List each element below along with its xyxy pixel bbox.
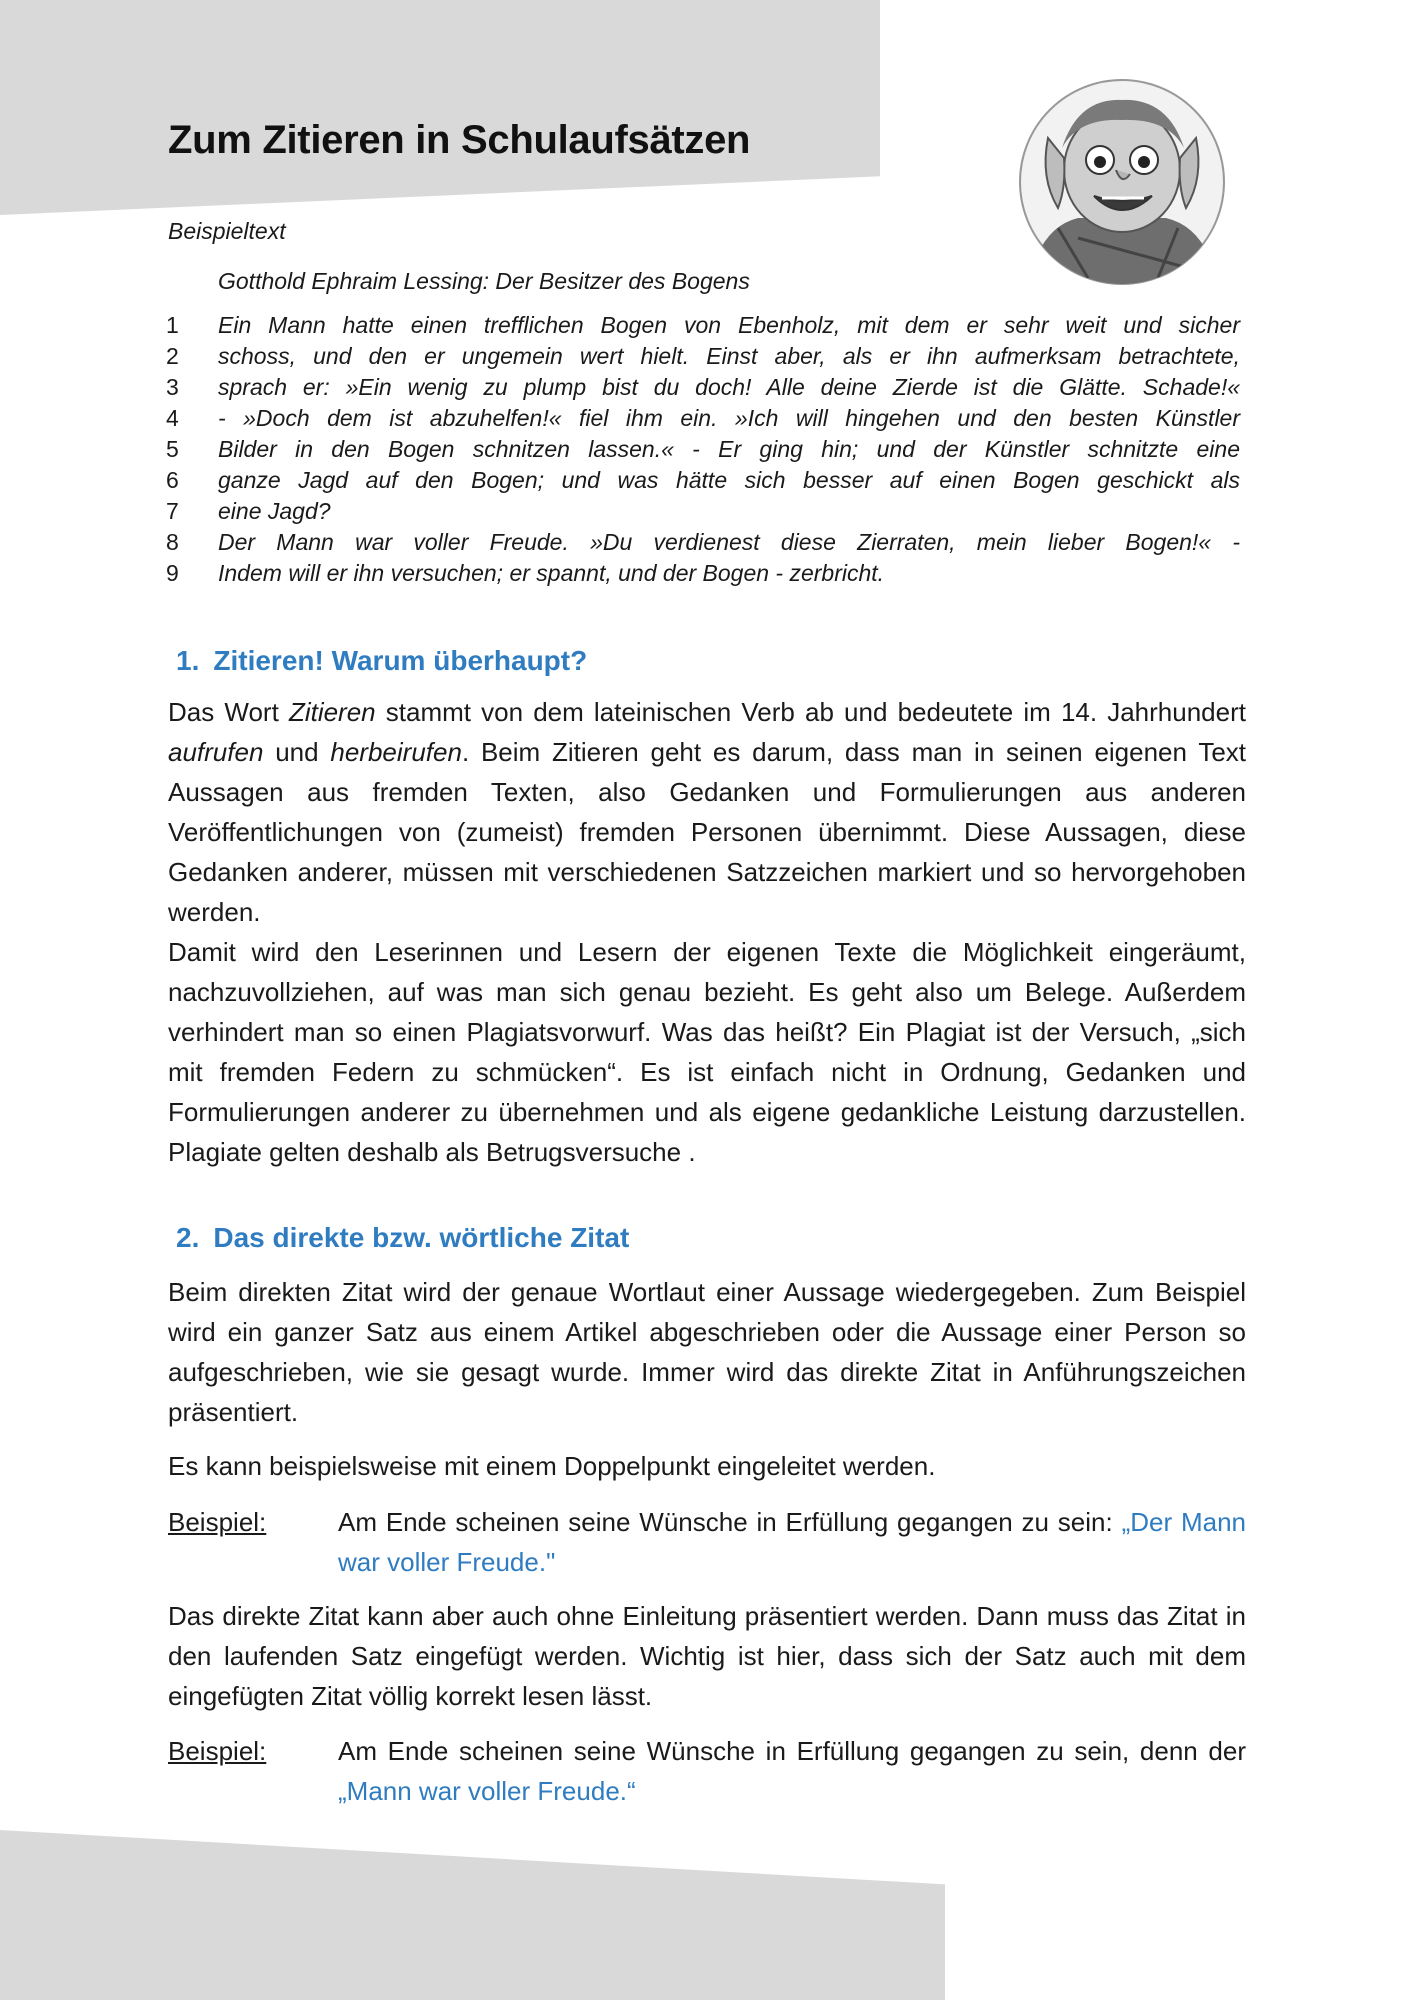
sample-line [160,527,1240,558]
sample-line [160,496,1240,527]
header-background-shape [0,0,880,215]
text-run: Das Wort [168,697,289,727]
sample-line [160,341,1240,372]
example-quote: „Der Mann war voller Freude." [338,1507,1246,1577]
line-text: Der Mann war voller Freude. »Du verdienest diese Zierraten, mein lieber Bogen!« - [218,529,1240,555]
emphasis-aufrufen: aufrufen [168,737,264,767]
sample-line [160,558,1240,589]
example-label: Beispiel: [168,1736,267,1766]
emphasis-herbeirufen: herbeirufen [330,737,462,767]
line-text: schoss, und den er ungemein wert hielt. Einst aber, als er ihn aufmerksam betrachtete, [218,343,1240,369]
section-1-number: 1. [176,645,200,676]
example-label: Beispiel: [168,1507,267,1537]
text-run: Am Ende scheinen seine Wünsche in Erfüllung gegangen zu sein, denn der [338,1736,1246,1766]
sample-line [160,372,1240,403]
example-quote: „Mann war voller Freude.“ [338,1776,636,1806]
line-text: eine Jagd? [218,498,331,524]
line-text: - »Doch dem ist abzuhelfen!« fiel ihm ein. »Ich will hingehen und den besten Künstler [218,405,1240,431]
example-2 [168,1731,1246,1811]
text-run: und [263,737,331,767]
line-number: 4 [166,405,179,431]
sample-text-label: Beispieltext [168,218,286,244]
sample-line [160,434,1240,465]
section-2-paragraph-2: Es kann beispielsweise mit einem Doppelpunkt eingeleitet werden. [168,1451,936,1481]
text-run: stammt von dem lateinischen Verb ab und bedeutete im 14. Jahrhundert [375,697,1246,727]
sample-line [160,310,1240,341]
section-1-paragraph-2: Damit wird den Leserinnen und Lesern der eigenen Texte die Möglichkeit eingeräumt, nachzuvollziehen, auf was man sich genau bezieht. Es geht also um Belege. Außerdem verhindert man so einen Plagiatsvorwurf. Was das heißt? Ein Plagiat ist der Versuch, „sich mit fremden Federn zu schmücken“. Es ist einfach nicht in Ordnung, Gedanken und Formulierungen anderer zu übernehmen und als eigene gedankliche Leistung darzustellen. Plagiate gelten deshalb als Betrugsversuche . [168,937,1246,1167]
sample-text-heading: Gotthold Ephraim Lessing: Der Besitzer des Bogens [218,268,750,294]
section-2-heading [176,1222,629,1254]
example-body [338,1731,1246,1811]
section-2-number: 2. [176,1222,200,1253]
line-text: Ein Mann hatte einen trefflichen Bogen von Ebenholz, mit dem er sehr weit und sicher [218,312,1240,338]
line-number: 3 [166,374,179,400]
sample-line [160,403,1240,434]
section-1-heading [176,645,587,677]
line-number: 1 [166,312,179,338]
sample-line [160,465,1240,496]
example-1 [168,1502,1246,1582]
line-number: 2 [166,343,179,369]
section-1-paragraph-1 [168,692,1246,932]
section-1-title: Zitieren! Warum überhaupt? [213,645,588,676]
line-text: Bilder in den Bogen schnitzen lassen.« - Er ging hin; und der Künstler schnitzte eine [218,436,1240,462]
line-text: sprach er: »Ein wenig zu plump bist du doch! Alle deine Zierde ist die Glätte. Schade!« [218,374,1240,400]
line-text: ganze Jagd auf den Bogen; und was hätte sich besser auf einen Bogen geschickt als [218,467,1240,493]
example-body [338,1502,1246,1582]
text-run: . Beim Zitieren geht es darum, dass man in seinen eigenen Text Aussagen aus fremden Texten, also Gedanken und Formulierungen aus anderen Veröffentlichungen von (zumeist) fremden Personen übernimmt. Diese Aussagen, diese Gedanken anderer, müssen mit verschiedenen Satzzeichen markiert und so hervorgehoben werden. [168,737,1246,927]
section-2-paragraph-1: Beim direkten Zitat wird der genaue Wortlaut einer Aussage wiedergegeben. Zum Beispiel wird ein ganzer Satz aus einem Artikel abgeschrieben oder die Aussage einer Person so aufgeschrieben, wie sie gesagt wurde. Immer wird das direkte Zitat in Anführungszeichen präsentiert. [168,1277,1246,1427]
line-number: 5 [166,436,179,462]
cartoon-boy-illustration [1018,78,1226,286]
footer-background-shape [0,1830,945,2000]
sample-text-lines [160,310,1240,589]
line-number: 9 [166,560,179,586]
line-number: 6 [166,467,179,493]
page-title: Zum Zitieren in Schulaufsätzen [168,118,751,162]
section-2-title: Das direkte bzw. wörtliche Zitat [213,1222,630,1253]
line-number: 8 [166,529,179,555]
line-text: Indem will er ihn versuchen; er spannt, und der Bogen - zerbricht. [218,560,885,586]
emphasis-zitieren: Zitieren [288,697,376,727]
line-number: 7 [166,498,179,524]
text-run: Am Ende scheinen seine Wünsche in Erfüllung gegangen zu sein: [338,1507,1122,1537]
section-2-paragraph-3: Das direkte Zitat kann aber auch ohne Einleitung präsentiert werden. Dann muss das Zitat in den laufenden Satz eingefügt werden. Wichtig ist hier, dass sich der Satz auch mit dem eingefügten Zitat völlig korrekt lesen lässt. [168,1601,1246,1711]
